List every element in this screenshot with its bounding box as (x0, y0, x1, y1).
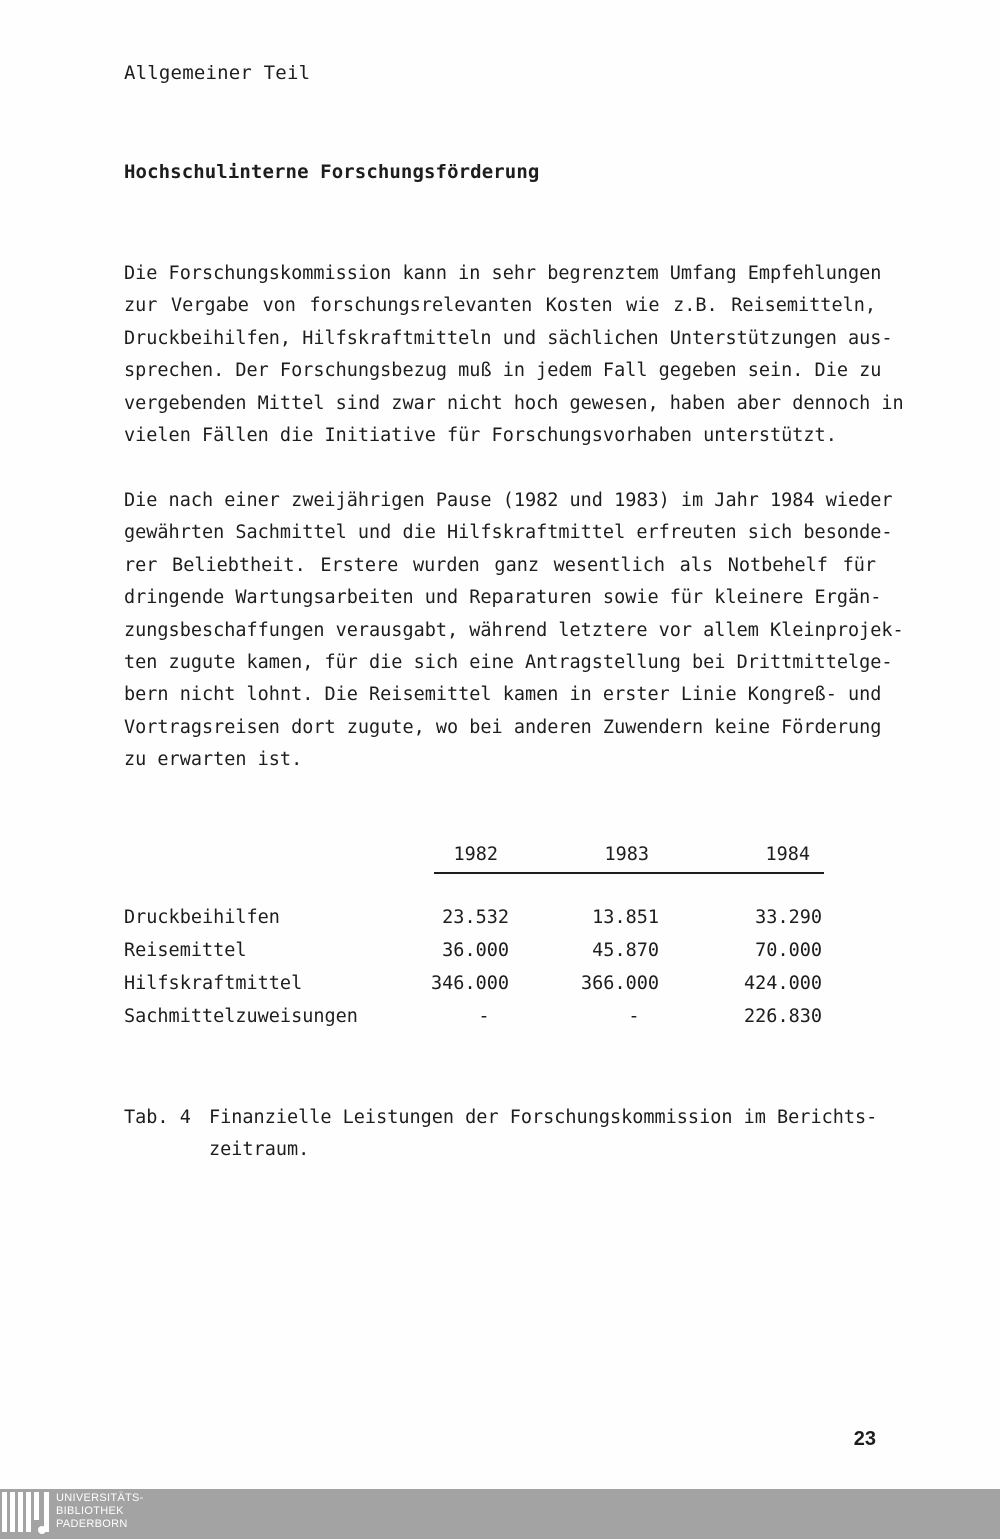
table-header (434, 840, 824, 874)
cell-value: 366.000 (581, 973, 659, 994)
row-label: Hilfskraftmittel (124, 973, 303, 994)
paragraph-line: Druckbeihilfen, Hilfskraftmitteln und sächlichen Unterstützungen aus- (124, 327, 893, 349)
paragraph-line: gewährten Sachmittel und die Hilfskraftmittel erfreuten sich besonde- (124, 522, 893, 544)
cell-value: - (628, 1006, 640, 1027)
cell-value: 346.000 (431, 973, 509, 994)
caption-label: Tab. 4 (124, 1107, 191, 1128)
caption-line: zeitraum. (209, 1139, 310, 1161)
library-logo-text (56, 1492, 144, 1531)
paragraph-line: vergebenden Mittel sind zwar nicht hoch gewesen, haben aber dennoch in (124, 392, 904, 414)
cell-value: 36.000 (442, 940, 509, 961)
paragraph-line: vielen Fällen die Initiative für Forschungsvorhaben unterstützt. (124, 425, 837, 447)
table-row (124, 940, 824, 972)
running-head: Allgemeiner Teil (124, 62, 311, 84)
cell-value: 13.851 (592, 907, 659, 928)
paragraph-line: Die Forschungskommission kann in sehr begrenztem Umfang Empfehlungen (124, 263, 882, 284)
paragraph-2 (124, 485, 904, 777)
table-row (124, 973, 824, 1005)
paragraph-line: dringende Wartungsarbeiten und Reparaturen sowie für kleinere Ergän- (124, 587, 882, 609)
logo-line: UNIVERSITÄTS- (56, 1492, 144, 1504)
cell-value: - (478, 1006, 490, 1027)
header-year-1984: 1984 (765, 844, 810, 865)
paragraph-line: rer Beliebtheit. Erstere wurden ganz wesentlich als Notbehelf für (124, 554, 876, 576)
table-row (124, 1006, 824, 1038)
paragraph-line: zungsbeschaffungen verausgabt, während letztere vor allem Kleinprojek- (124, 619, 904, 641)
table-row (124, 907, 824, 939)
library-footer (0, 1489, 1000, 1539)
paragraph-1 (124, 258, 904, 452)
row-label: Druckbeihilfen (124, 907, 280, 928)
paragraph-line: zur Vergabe von forschungsrelevanten Kosten wie z.B. Reisemitteln, (124, 295, 876, 317)
cell-value: 23.532 (442, 907, 509, 928)
logo-line: PADERBORN (56, 1518, 128, 1530)
cell-value: 226.830 (744, 1006, 822, 1027)
logo-line: BIBLIOTHEK (56, 1505, 124, 1517)
row-label: Sachmittelzuweisungen (124, 1006, 358, 1027)
section-title: Hochschulinterne Forschungsförderung (124, 161, 540, 183)
cell-value: 424.000 (744, 973, 822, 994)
row-label: Reisemittel (124, 940, 247, 961)
paragraph-line: Die nach einer zweijährigen Pause (1982 und 1983) im Jahr 1984 wieder (124, 490, 893, 511)
header-year-1982: 1982 (453, 844, 498, 865)
paragraph-line: zu erwarten ist. (124, 749, 303, 771)
library-logo-icon (0, 1492, 54, 1536)
page-number: 23 (853, 1428, 876, 1450)
caption-text (209, 1102, 877, 1167)
header-year-1983: 1983 (604, 844, 649, 865)
cell-value: 33.290 (755, 907, 822, 928)
paragraph-line: ten zugute kamen, für die sich eine Antragstellung bei Drittmittelge- (124, 652, 893, 674)
paragraph-line: sprechen. Der Forschungsbezug muß in jedem Fall gegeben sein. Die zu (124, 360, 882, 382)
paragraph-line: Vortragsreisen dort zugute, wo bei anderen Zuwendern keine Förderung (124, 716, 882, 738)
cell-value: 70.000 (755, 940, 822, 961)
paragraph-line: bern nicht lohnt. Die Reisemittel kamen in erster Linie Kongreß- und (124, 684, 882, 706)
cell-value: 45.870 (592, 940, 659, 961)
caption-line: Finanzielle Leistungen der Forschungskommission im Berichts- (209, 1107, 878, 1128)
